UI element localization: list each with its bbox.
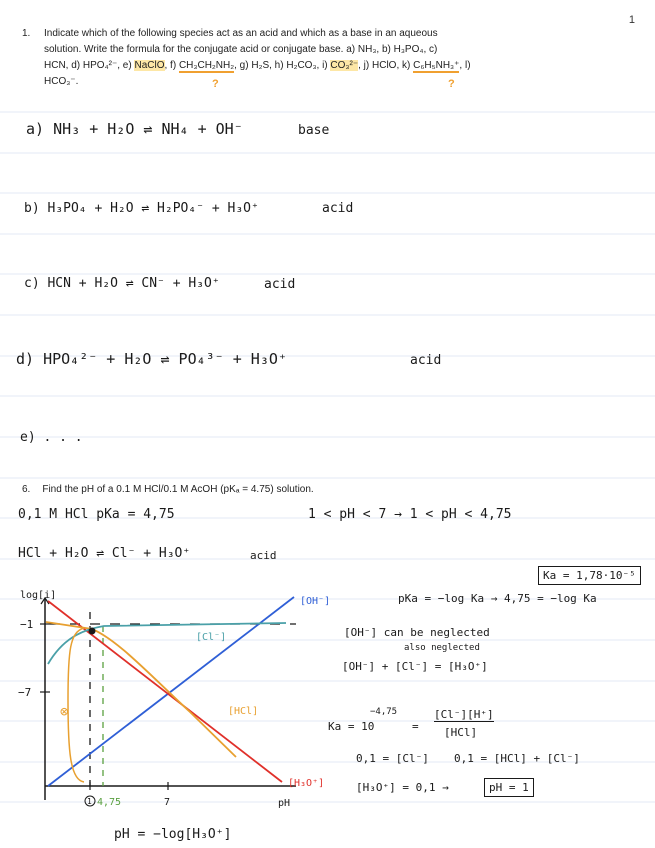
question-1-line-4: HCO₃⁻. — [44, 76, 79, 87]
highlight-carbonate: CO₃²⁻ — [330, 60, 359, 71]
question-1-line-3: HCN, d) HPO₄²⁻, e) NaClO, f) CH₃CH₂NH₂, g) H₂S, h) H₂CO₃, i) CO₃²⁻, j) HClO, k) C₆H₅NH₃⁺, l) — [44, 60, 471, 71]
tick-x-7-label: 7 — [164, 797, 171, 808]
answer-a-equation: a) NH₃ + H₂O ⇌ NH₄ + OH⁻ — [26, 120, 243, 138]
work-balance: [OH⁻] + [Cl⁻] = [H₃O⁺] — [342, 660, 488, 673]
label-hcl: [HCl] — [228, 706, 259, 717]
question-1-line-2: solution. Write the formula for the conjugate acid or conjugate base. a) NH₃, b) H₃PO₄, c) — [44, 44, 438, 55]
work-neglect-oh: [OH⁻] can be neglected — [344, 626, 490, 639]
answer-b-type: acid — [322, 201, 354, 216]
answer-c-equation: c) HCN + H₂O ⇌ CN⁻ + H₃O⁺ — [24, 276, 220, 291]
underline-anilinium: C₆H₅NH₃⁺ — [413, 60, 460, 71]
work-mass-balance: 0,1 = [HCl] + [Cl⁻] — [454, 752, 580, 765]
work-cl-balance: 0,1 = [Cl⁻] — [356, 752, 429, 765]
work-ka-value: Ka = 1,78·10⁻⁵ — [538, 566, 641, 585]
label-h3o: [H₃O⁺] — [288, 778, 325, 789]
question-6-number: 6. — [22, 484, 31, 495]
y-axis-label: log[i] — [20, 590, 57, 601]
question-1-line-1: Indicate which of the following species act as an acid and which as a base in an aqueous — [44, 28, 438, 39]
answer-e-ellipsis: e) . . . — [20, 430, 83, 445]
answer-d-type: acid — [410, 353, 442, 368]
tick-y-minus1-label: −1 — [20, 618, 34, 631]
underline-ethylamine: CH₃CH₂NH₂ — [178, 60, 235, 71]
work-ph-range: 1 < pH < 7 → 1 < pH < 4,75 — [308, 507, 512, 522]
label-oh: [OH⁻] — [300, 596, 331, 607]
orange-bracket — [68, 628, 84, 782]
work-ph-definition: pH = −log[H₃O⁺] — [114, 827, 232, 842]
work-ka-exponent: −4,75 — [370, 707, 398, 717]
work-given: 0,1 M HCl pKa = 4,75 — [18, 507, 175, 522]
highlight-naclo: NaClO — [134, 60, 165, 71]
answer-a-type: base — [298, 123, 330, 138]
work-h3o: [H₃O⁺] = 0,1 → — [356, 781, 449, 794]
intersection-point — [89, 628, 96, 635]
work-ph-result: pH = 1 — [484, 778, 534, 797]
question-mark-1: ? — [212, 78, 219, 90]
work-ka-denominator: [HCl] — [444, 726, 478, 739]
tick-y-minus7-label: −7 — [18, 686, 32, 699]
question-6-text: Find the pH of a 0.1 M HCl/0.1 M AcOH (pKₐ = 4.75) solution. — [42, 484, 314, 495]
page-number: 1 — [628, 14, 635, 26]
answer-b-equation: b) H₃PO₄ + H₂O ⇌ H₂PO₄⁻ + H₃O⁺ — [24, 201, 259, 216]
answer-d-equation: d) HPO₄²⁻ + H₂O ⇌ PO₄³⁻ + H₃O⁺ — [16, 350, 287, 368]
x-axis-label: pH — [278, 798, 291, 809]
work-hcl-equation: HCl + H₂O ⇌ Cl⁻ + H₃O⁺ — [18, 546, 191, 561]
work-hcl-type: acid — [250, 549, 277, 562]
answer-c-type: acid — [264, 277, 296, 292]
question-1-number: 1. — [22, 28, 31, 39]
work-neglect-cl: also neglected — [404, 643, 480, 653]
work-pka-definition: pKa = −log Ka → 4,75 = −log Ka — [398, 592, 597, 605]
tick-x-475-label: 4,75 — [97, 797, 122, 808]
circled-x-mark: ⊗ — [60, 704, 69, 720]
question-mark-2: ? — [448, 78, 455, 90]
work-equals: = — [412, 720, 419, 733]
work-ka-expr: Ka = 10 — [328, 720, 375, 733]
label-cl: [Cl⁻] — [196, 632, 227, 643]
work-ka-numerator: [Cl⁻][H⁺] — [434, 708, 494, 721]
circled-one-label: 1 — [87, 797, 92, 806]
